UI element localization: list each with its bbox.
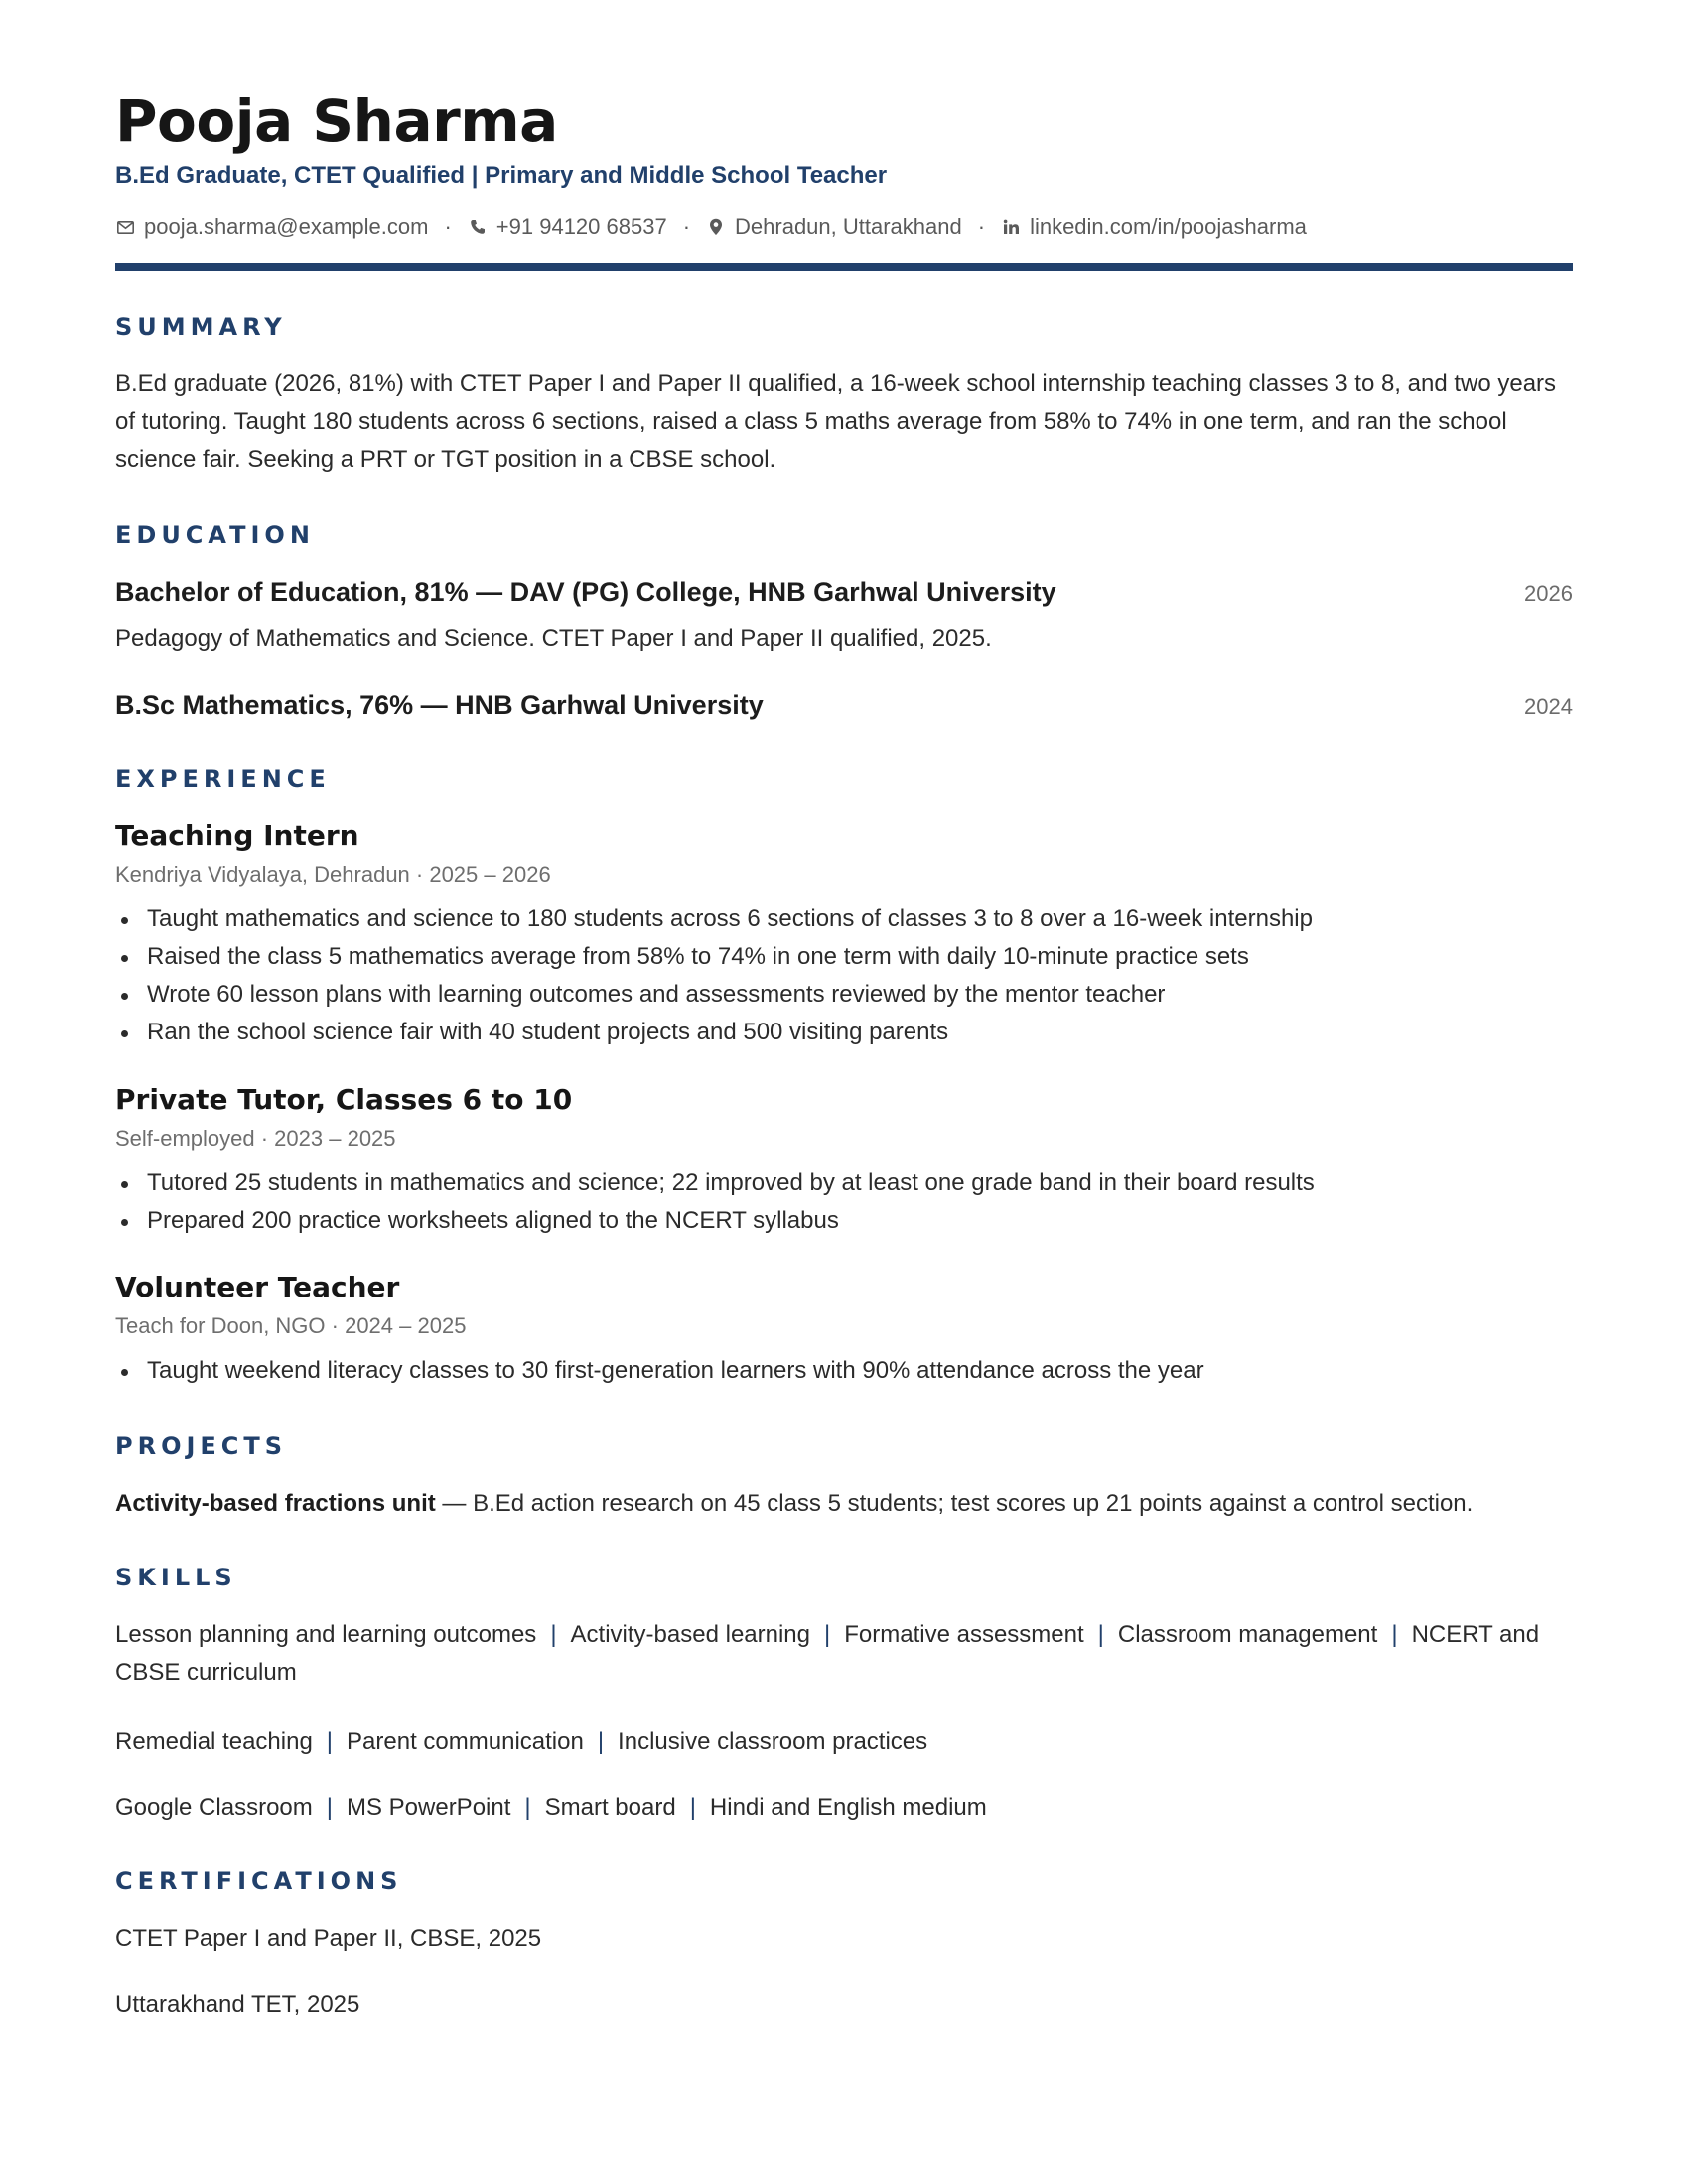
job-bullet: Prepared 200 practice worksheets aligned to the NCERT syllabus (115, 1202, 1573, 1240)
skills-group (115, 1723, 1573, 1761)
skill-separator: | (824, 1621, 831, 1648)
mail-icon (115, 217, 135, 237)
job-title: Private Tutor, Classes 6 to 10 (115, 1083, 573, 1116)
skill-item: Parent communication (347, 1728, 584, 1755)
job-title: Volunteer Teacher (115, 1271, 400, 1303)
skill-item: Smart board (544, 1794, 676, 1821)
skill-item: Classroom management (1117, 1621, 1378, 1648)
skill-item: Inclusive classroom practices (618, 1728, 928, 1755)
contact-linkedin[interactable] (1001, 212, 1307, 242)
contact-location-text: Dehradun, Uttarakhand (735, 214, 962, 239)
contact-phone-text: +91 94120 68537 (495, 214, 667, 239)
section-title-skills: SKILLS (115, 1564, 237, 1591)
certification-item: Uttarakhand TET, 2025 (115, 1991, 360, 2018)
job-bullet: Wrote 60 lesson plans with learning outcomes and assessments reviewed by the mentor teacher (115, 976, 1573, 1014)
skill-item: NCERT and CBSE curriculum (115, 1621, 1540, 1686)
phone-icon (468, 217, 488, 237)
candidate-name: Pooja Sharma (115, 87, 558, 155)
education-degree: Bachelor of Education, 81% — DAV (PG) College, HNB Garhwal University (115, 577, 1056, 607)
job-meta: Teach for Doon, NGO · 2024 – 2025 (115, 1313, 467, 1338)
project-name: Activity-based fractions unit (115, 1490, 436, 1517)
skill-item: Hindi and English medium (709, 1794, 987, 1821)
job-meta: Self-employed · 2023 – 2025 (115, 1126, 396, 1151)
skill-separator: | (524, 1794, 531, 1821)
skill-separator: | (1391, 1621, 1398, 1648)
skill-item: MS PowerPoint (346, 1794, 511, 1821)
project-item (115, 1485, 1573, 1523)
skills-group (115, 1789, 1573, 1827)
header-divider (115, 263, 1573, 271)
job-bullet: Ran the school science fair with 40 student projects and 500 visiting parents (115, 1014, 1573, 1051)
skill-item: Google Classroom (115, 1794, 313, 1821)
skill-separator: | (550, 1621, 557, 1648)
contact-email-text: pooja.sharma@example.com (144, 214, 429, 239)
skill-separator: | (689, 1794, 696, 1821)
section-title-summary: SUMMARY (115, 313, 287, 341)
section-title-projects: PROJECTS (115, 1433, 288, 1460)
education-item (115, 687, 1573, 725)
job-bullets (115, 900, 1573, 1051)
education-year: 2024 (1524, 694, 1573, 719)
skill-item: Formative assessment (844, 1621, 1084, 1648)
skills-group (115, 1616, 1573, 1692)
job-bullet: Raised the class 5 mathematics average from 58% to 74% in one term with daily 10-minute practice sets (115, 938, 1573, 976)
skill-item: Lesson planning and learning outcomes (115, 1621, 537, 1648)
skill-separator: | (1097, 1621, 1104, 1648)
skill-item: Remedial teaching (115, 1728, 313, 1755)
skill-separator: | (326, 1794, 333, 1821)
skill-item: Activity-based learning (570, 1621, 810, 1648)
education-note: Pedagogy of Mathematics and Science. CTET Paper I and Paper II qualified, 2025. (115, 625, 992, 652)
certification-item: CTET Paper I and Paper II, CBSE, 2025 (115, 1925, 542, 1952)
location-pin-icon (706, 217, 726, 237)
contact-phone[interactable] (468, 212, 667, 242)
job-meta: Kendriya Vidyalaya, Dehradun · 2025 – 2026 (115, 862, 551, 887)
education-year: 2026 (1524, 581, 1573, 606)
job-bullet: Taught mathematics and science to 180 students across 6 sections of classes 3 to 8 over a 16-week internship (115, 900, 1573, 938)
contact-linkedin-text: linkedin.com/in/poojasharma (1030, 214, 1307, 239)
contact-separator: · (977, 214, 986, 239)
contact-separator: · (682, 214, 691, 239)
contact-bar (115, 212, 1307, 242)
contact-separator: · (444, 214, 452, 239)
project-description: — B.Ed action research on 45 class 5 students; test scores up 21 points against a control section. (435, 1490, 1474, 1517)
education-item (115, 574, 1573, 612)
skill-separator: | (326, 1728, 334, 1755)
section-title-experience: EXPERIENCE (115, 765, 331, 793)
job-title: Teaching Intern (115, 819, 359, 852)
job-bullets (115, 1352, 1573, 1390)
section-title-certifications: CERTIFICATIONS (115, 1867, 403, 1895)
contact-location (706, 212, 962, 242)
job-bullet: Tutored 25 students in mathematics and science; 22 improved by at least one grade band in their board results (115, 1164, 1573, 1202)
summary-text: B.Ed graduate (2026, 81%) with CTET Paper I and Paper II qualified, a 16-week school internship teaching classes 3 to 8, and two years of tutoring. Taught 180 students across 6 sections, raised a class 5 maths average from 58% to 74% in one term, and ran the school science fair. Seeking a PRT or TGT position in a CBSE school. (115, 370, 1557, 473)
candidate-headline: B.Ed Graduate, CTET Qualified | Primary and Middle School Teacher (115, 162, 888, 189)
education-degree: B.Sc Mathematics, 76% — HNB Garhwal University (115, 690, 764, 720)
linkedin-icon (1001, 217, 1021, 237)
contact-email[interactable] (115, 212, 428, 242)
section-title-education: EDUCATION (115, 521, 315, 549)
skill-separator: | (597, 1728, 605, 1755)
job-bullets (115, 1164, 1573, 1240)
job-bullet: Taught weekend literacy classes to 30 first-generation learners with 90% attendance across the year (115, 1352, 1573, 1390)
